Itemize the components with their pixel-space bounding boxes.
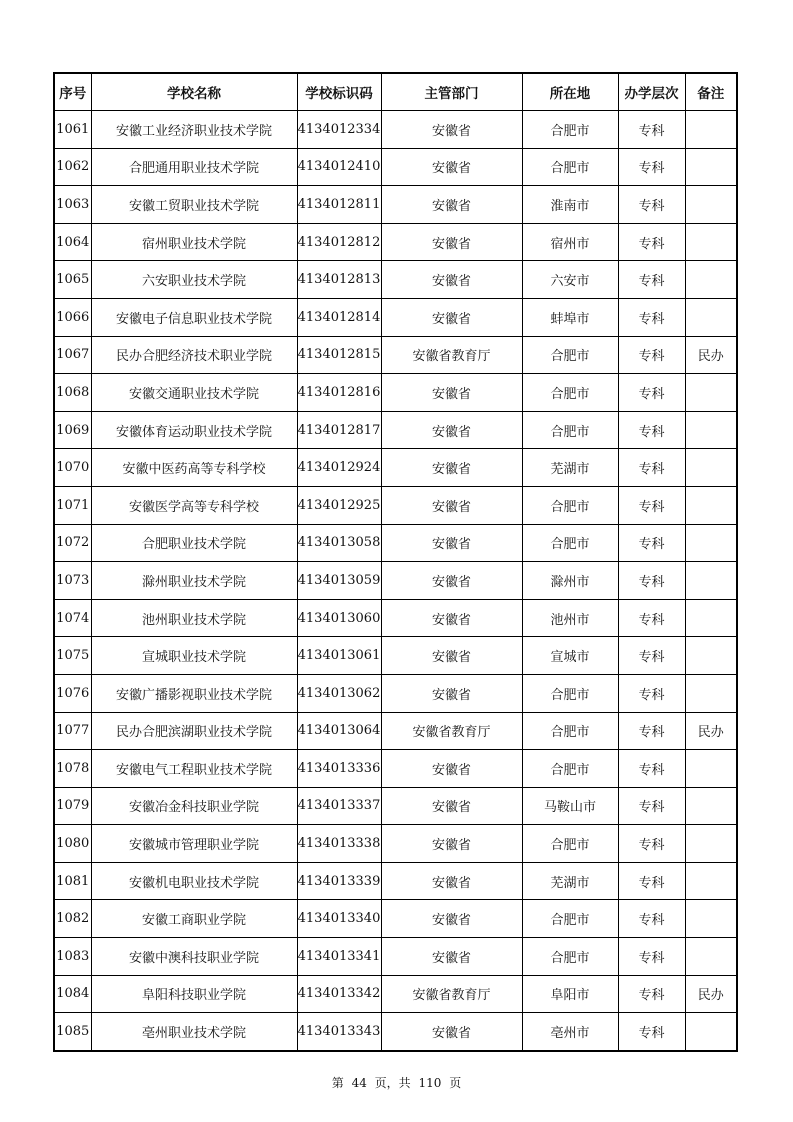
cell-school-code: 4134012817 bbox=[297, 411, 381, 449]
cell-school-name: 合肥职业技术学院 bbox=[91, 524, 297, 562]
cell-location: 马鞍山市 bbox=[522, 787, 618, 825]
school-roster-table bbox=[53, 72, 738, 1052]
cell-school-name: 安徽城市管理职业学院 bbox=[91, 825, 297, 863]
cell-serial: 1085 bbox=[54, 1013, 91, 1051]
cell-school-code: 4134013336 bbox=[297, 750, 381, 788]
cell-remarks: 民办 bbox=[685, 336, 737, 374]
cell-school-code: 4134013343 bbox=[297, 1013, 381, 1051]
cell-level: 专科 bbox=[618, 148, 685, 186]
footer-mid: 页，共 bbox=[374, 1076, 411, 1090]
cell-school-name: 池州职业技术学院 bbox=[91, 599, 297, 637]
cell-authority: 安徽省 bbox=[381, 825, 522, 863]
cell-school-name: 亳州职业技术学院 bbox=[91, 1013, 297, 1051]
cell-location: 合肥市 bbox=[522, 374, 618, 412]
cell-school-name: 民办合肥滨湖职业技术学院 bbox=[91, 712, 297, 750]
cell-authority: 安徽省教育厅 bbox=[381, 336, 522, 374]
cell-school-code: 4134013342 bbox=[297, 975, 381, 1013]
cell-authority: 安徽省 bbox=[381, 486, 522, 524]
cell-school-name: 安徽工业经济职业技术学院 bbox=[91, 111, 297, 149]
cell-remarks bbox=[685, 411, 737, 449]
cell-school-code: 4134012811 bbox=[297, 186, 381, 224]
header-authority: 主管部门 bbox=[381, 73, 522, 111]
cell-school-name: 安徽电子信息职业技术学院 bbox=[91, 298, 297, 336]
cell-serial: 1065 bbox=[54, 261, 91, 299]
cell-level: 专科 bbox=[618, 787, 685, 825]
cell-remarks bbox=[685, 298, 737, 336]
cell-school-code: 4134012924 bbox=[297, 449, 381, 487]
cell-location: 宣城市 bbox=[522, 637, 618, 675]
cell-location: 阜阳市 bbox=[522, 975, 618, 1013]
cell-location: 合肥市 bbox=[522, 486, 618, 524]
footer-suffix: 页 bbox=[449, 1076, 462, 1090]
table-row bbox=[54, 223, 737, 261]
cell-level: 专科 bbox=[618, 712, 685, 750]
cell-location: 六安市 bbox=[522, 261, 618, 299]
cell-location: 合肥市 bbox=[522, 900, 618, 938]
cell-remarks bbox=[685, 787, 737, 825]
cell-level: 专科 bbox=[618, 975, 685, 1013]
cell-authority: 安徽省 bbox=[381, 750, 522, 788]
cell-authority: 安徽省 bbox=[381, 599, 522, 637]
table-row bbox=[54, 1013, 737, 1051]
cell-authority: 安徽省 bbox=[381, 938, 522, 976]
cell-serial: 1076 bbox=[54, 674, 91, 712]
cell-school-code: 4134012814 bbox=[297, 298, 381, 336]
table-row bbox=[54, 486, 737, 524]
table-row bbox=[54, 637, 737, 675]
cell-serial: 1080 bbox=[54, 825, 91, 863]
table-row bbox=[54, 599, 737, 637]
cell-authority: 安徽省 bbox=[381, 374, 522, 412]
cell-school-name: 滁州职业技术学院 bbox=[91, 562, 297, 600]
cell-serial: 1067 bbox=[54, 336, 91, 374]
cell-remarks bbox=[685, 223, 737, 261]
table-header bbox=[54, 73, 737, 111]
header-row bbox=[54, 73, 737, 111]
cell-school-code: 4134012816 bbox=[297, 374, 381, 412]
page-footer bbox=[0, 1074, 793, 1091]
cell-location: 芜湖市 bbox=[522, 449, 618, 487]
cell-school-code: 4134013337 bbox=[297, 787, 381, 825]
cell-authority: 安徽省 bbox=[381, 298, 522, 336]
cell-serial: 1069 bbox=[54, 411, 91, 449]
cell-remarks bbox=[685, 261, 737, 299]
cell-remarks bbox=[685, 862, 737, 900]
cell-location: 宿州市 bbox=[522, 223, 618, 261]
table-row bbox=[54, 938, 737, 976]
cell-school-code: 4134012334 bbox=[297, 111, 381, 149]
cell-serial: 1072 bbox=[54, 524, 91, 562]
cell-authority: 安徽省教育厅 bbox=[381, 712, 522, 750]
cell-location: 合肥市 bbox=[522, 411, 618, 449]
cell-school-name: 安徽中澳科技职业学院 bbox=[91, 938, 297, 976]
header-school-code: 学校标识码 bbox=[297, 73, 381, 111]
cell-remarks bbox=[685, 825, 737, 863]
cell-authority: 安徽省 bbox=[381, 674, 522, 712]
cell-school-name: 宣城职业技术学院 bbox=[91, 637, 297, 675]
cell-remarks bbox=[685, 750, 737, 788]
cell-location: 合肥市 bbox=[522, 938, 618, 976]
cell-level: 专科 bbox=[618, 374, 685, 412]
header-remarks: 备注 bbox=[685, 73, 737, 111]
cell-level: 专科 bbox=[618, 637, 685, 675]
cell-location: 合肥市 bbox=[522, 825, 618, 863]
cell-serial: 1084 bbox=[54, 975, 91, 1013]
cell-level: 专科 bbox=[618, 336, 685, 374]
table-row bbox=[54, 148, 737, 186]
cell-remarks bbox=[685, 1013, 737, 1051]
cell-authority: 安徽省 bbox=[381, 862, 522, 900]
cell-serial: 1073 bbox=[54, 562, 91, 600]
cell-serial: 1083 bbox=[54, 938, 91, 976]
cell-authority: 安徽省 bbox=[381, 261, 522, 299]
cell-school-name: 安徽电气工程职业技术学院 bbox=[91, 750, 297, 788]
cell-remarks: 民办 bbox=[685, 975, 737, 1013]
cell-school-name: 六安职业技术学院 bbox=[91, 261, 297, 299]
cell-school-code: 4134012925 bbox=[297, 486, 381, 524]
cell-school-code: 4134012410 bbox=[297, 148, 381, 186]
header-serial: 序号 bbox=[54, 73, 91, 111]
cell-location: 合肥市 bbox=[522, 111, 618, 149]
cell-authority: 安徽省 bbox=[381, 411, 522, 449]
cell-level: 专科 bbox=[618, 261, 685, 299]
cell-serial: 1068 bbox=[54, 374, 91, 412]
cell-remarks bbox=[685, 524, 737, 562]
cell-school-code: 4134013059 bbox=[297, 562, 381, 600]
footer-total-pages: 110 bbox=[418, 1076, 442, 1090]
cell-serial: 1064 bbox=[54, 223, 91, 261]
cell-serial: 1078 bbox=[54, 750, 91, 788]
cell-school-name: 合肥通用职业技术学院 bbox=[91, 148, 297, 186]
cell-authority: 安徽省 bbox=[381, 111, 522, 149]
cell-school-code: 4134013061 bbox=[297, 637, 381, 675]
cell-serial: 1071 bbox=[54, 486, 91, 524]
cell-serial: 1079 bbox=[54, 787, 91, 825]
table-row bbox=[54, 674, 737, 712]
cell-remarks bbox=[685, 637, 737, 675]
cell-authority: 安徽省 bbox=[381, 148, 522, 186]
cell-serial: 1062 bbox=[54, 148, 91, 186]
cell-remarks bbox=[685, 900, 737, 938]
cell-level: 专科 bbox=[618, 825, 685, 863]
cell-authority: 安徽省 bbox=[381, 787, 522, 825]
cell-authority: 安徽省教育厅 bbox=[381, 975, 522, 1013]
header-school-name: 学校名称 bbox=[91, 73, 297, 111]
cell-school-name: 安徽机电职业技术学院 bbox=[91, 862, 297, 900]
cell-location: 合肥市 bbox=[522, 524, 618, 562]
cell-school-name: 安徽交通职业技术学院 bbox=[91, 374, 297, 412]
cell-authority: 安徽省 bbox=[381, 186, 522, 224]
cell-remarks bbox=[685, 938, 737, 976]
cell-location: 合肥市 bbox=[522, 674, 618, 712]
cell-serial: 1074 bbox=[54, 599, 91, 637]
cell-school-code: 4134013058 bbox=[297, 524, 381, 562]
table-row bbox=[54, 825, 737, 863]
cell-school-code: 4134013064 bbox=[297, 712, 381, 750]
cell-level: 专科 bbox=[618, 111, 685, 149]
table-row bbox=[54, 298, 737, 336]
cell-school-code: 4134012815 bbox=[297, 336, 381, 374]
cell-school-code: 4134012812 bbox=[297, 223, 381, 261]
cell-authority: 安徽省 bbox=[381, 449, 522, 487]
cell-level: 专科 bbox=[618, 411, 685, 449]
cell-remarks bbox=[685, 674, 737, 712]
cell-school-name: 安徽体育运动职业技术学院 bbox=[91, 411, 297, 449]
cell-location: 合肥市 bbox=[522, 750, 618, 788]
cell-remarks bbox=[685, 111, 737, 149]
cell-school-code: 4134013339 bbox=[297, 862, 381, 900]
cell-location: 芜湖市 bbox=[522, 862, 618, 900]
table-row bbox=[54, 975, 737, 1013]
cell-school-name: 民办合肥经济技术职业学院 bbox=[91, 336, 297, 374]
cell-school-name: 安徽工商职业学院 bbox=[91, 900, 297, 938]
table-row bbox=[54, 750, 737, 788]
table-row bbox=[54, 787, 737, 825]
cell-level: 专科 bbox=[618, 562, 685, 600]
cell-authority: 安徽省 bbox=[381, 637, 522, 675]
cell-level: 专科 bbox=[618, 486, 685, 524]
cell-serial: 1061 bbox=[54, 111, 91, 149]
table-row bbox=[54, 900, 737, 938]
table-row bbox=[54, 411, 737, 449]
cell-location: 合肥市 bbox=[522, 712, 618, 750]
cell-location: 池州市 bbox=[522, 599, 618, 637]
cell-authority: 安徽省 bbox=[381, 223, 522, 261]
table-row bbox=[54, 449, 737, 487]
cell-serial: 1081 bbox=[54, 862, 91, 900]
cell-level: 专科 bbox=[618, 938, 685, 976]
cell-school-name: 安徽广播影视职业技术学院 bbox=[91, 674, 297, 712]
cell-level: 专科 bbox=[618, 674, 685, 712]
cell-level: 专科 bbox=[618, 900, 685, 938]
table-row bbox=[54, 562, 737, 600]
header-location: 所在地 bbox=[522, 73, 618, 111]
cell-level: 专科 bbox=[618, 449, 685, 487]
cell-location: 合肥市 bbox=[522, 148, 618, 186]
cell-serial: 1066 bbox=[54, 298, 91, 336]
cell-school-name: 安徽医学高等专科学校 bbox=[91, 486, 297, 524]
footer-prefix: 第 bbox=[331, 1076, 344, 1090]
table-row bbox=[54, 336, 737, 374]
cell-location: 合肥市 bbox=[522, 336, 618, 374]
cell-level: 专科 bbox=[618, 750, 685, 788]
cell-remarks bbox=[685, 562, 737, 600]
cell-level: 专科 bbox=[618, 298, 685, 336]
cell-remarks: 民办 bbox=[685, 712, 737, 750]
cell-school-code: 4134012813 bbox=[297, 261, 381, 299]
cell-serial: 1075 bbox=[54, 637, 91, 675]
cell-school-code: 4134013341 bbox=[297, 938, 381, 976]
cell-authority: 安徽省 bbox=[381, 562, 522, 600]
cell-level: 专科 bbox=[618, 524, 685, 562]
cell-serial: 1070 bbox=[54, 449, 91, 487]
cell-level: 专科 bbox=[618, 599, 685, 637]
cell-remarks bbox=[685, 148, 737, 186]
table-row bbox=[54, 524, 737, 562]
cell-school-code: 4134013062 bbox=[297, 674, 381, 712]
cell-authority: 安徽省 bbox=[381, 900, 522, 938]
cell-location: 滁州市 bbox=[522, 562, 618, 600]
cell-remarks bbox=[685, 186, 737, 224]
cell-school-name: 安徽中医药高等专科学校 bbox=[91, 449, 297, 487]
cell-level: 专科 bbox=[618, 862, 685, 900]
table-row bbox=[54, 261, 737, 299]
cell-remarks bbox=[685, 449, 737, 487]
cell-remarks bbox=[685, 374, 737, 412]
cell-school-code: 4134013060 bbox=[297, 599, 381, 637]
header-level: 办学层次 bbox=[618, 73, 685, 111]
table-body bbox=[54, 111, 737, 1051]
cell-level: 专科 bbox=[618, 186, 685, 224]
table-row bbox=[54, 374, 737, 412]
cell-remarks bbox=[685, 599, 737, 637]
cell-serial: 1077 bbox=[54, 712, 91, 750]
cell-location: 蚌埠市 bbox=[522, 298, 618, 336]
cell-authority: 安徽省 bbox=[381, 1013, 522, 1051]
table-row bbox=[54, 111, 737, 149]
cell-location: 淮南市 bbox=[522, 186, 618, 224]
cell-serial: 1063 bbox=[54, 186, 91, 224]
table-row bbox=[54, 186, 737, 224]
cell-school-code: 4134013338 bbox=[297, 825, 381, 863]
cell-school-name: 安徽冶金科技职业学院 bbox=[91, 787, 297, 825]
table-row bbox=[54, 712, 737, 750]
cell-school-code: 4134013340 bbox=[297, 900, 381, 938]
cell-remarks bbox=[685, 486, 737, 524]
cell-authority: 安徽省 bbox=[381, 524, 522, 562]
cell-serial: 1082 bbox=[54, 900, 91, 938]
footer-page-number: 44 bbox=[351, 1076, 367, 1090]
cell-school-name: 阜阳科技职业学院 bbox=[91, 975, 297, 1013]
cell-school-name: 安徽工贸职业技术学院 bbox=[91, 186, 297, 224]
cell-level: 专科 bbox=[618, 223, 685, 261]
table-row bbox=[54, 862, 737, 900]
cell-school-name: 宿州职业技术学院 bbox=[91, 223, 297, 261]
cell-location: 亳州市 bbox=[522, 1013, 618, 1051]
cell-level: 专科 bbox=[618, 1013, 685, 1051]
